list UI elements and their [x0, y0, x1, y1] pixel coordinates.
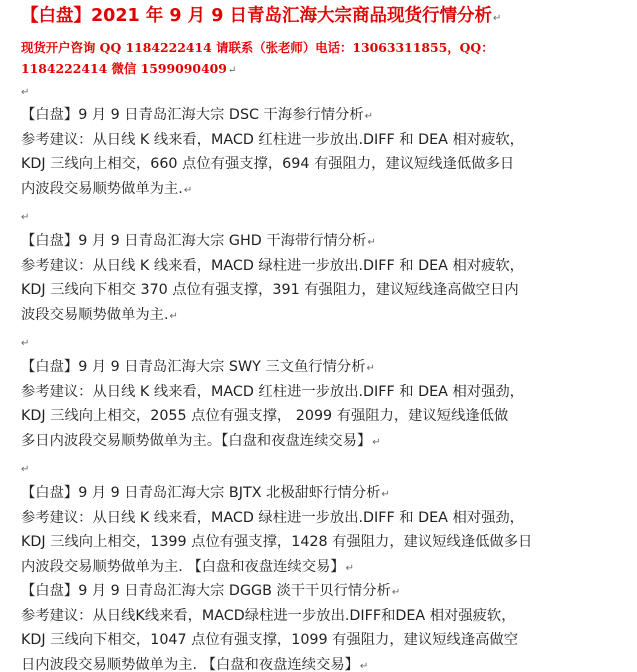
heading-text: 9 月 9 日青岛汇海大宗 SWY 三文鱼行情分析 [78, 359, 366, 375]
body-line: 参考建议：从日线 K 线来看，MACD 绿柱进一步放出.DIFF 和 DEA 相对强劲， [21, 509, 524, 526]
body-line: KDJ 三线向下相交 370 点位有强支撑，391 有强阻力，建议短线逢高做空日内 [21, 282, 519, 298]
paragraph-mark-icon: ↵ [367, 237, 376, 248]
contact-info [21, 37, 621, 81]
heading-text: 9 月 9 日青岛汇海大宗 GHD 干海带行情分析 [78, 233, 367, 249]
document-title [21, 4, 621, 31]
body-line: 波段交易顺势做单为主.↵ [21, 306, 178, 323]
body-line: 内波段交易顺势做单为主. 【白盘和夜盘连续交易】↵ [21, 558, 355, 575]
body-line: 多日内波段交易顺势做单为主。【白盘和夜盘连续交易】↵ [21, 432, 381, 449]
blank-paragraph-mark-icon: ↵ [21, 212, 30, 223]
heading-prefix: 【白盘】 [21, 233, 79, 249]
section-heading [21, 103, 627, 128]
paragraph-mark-icon: ↵ [359, 660, 369, 672]
analysis-section-ghd [21, 229, 627, 327]
body-line: 参考建议：从日线 K 线来看，MACD 绿柱进一步放出.DIFF 和 DEA 相对疲软， [21, 257, 524, 274]
body-line: 日内波段交易顺势做单为主. 【白盘和夜盘连续交易】↵ [21, 656, 369, 672]
blank-paragraph-mark-icon: ↵ [21, 338, 30, 349]
blank-paragraph-mark-icon: ↵ [21, 87, 30, 98]
section-heading [21, 229, 627, 254]
contact-line-2: 1184222414 微信 1599090409 [21, 61, 227, 76]
body-line: KDJ 三线向上相交，660 点位有强支撑，694 有强阻力，建议短线逢低做多日 [21, 156, 515, 172]
heading-prefix: 【白盘】 [21, 359, 79, 375]
body-line: KDJ 三线向下相交，1047 点位有强支撑，1099 有强阻力，建议短线逢高做空 [21, 632, 519, 648]
body-line: KDJ 三线向上相交，2055 点位有强支撑， 2099 有强阻力，建议短线逢低做 [21, 408, 509, 424]
section-heading [21, 481, 627, 506]
paragraph-mark-icon: ↵ [366, 363, 375, 374]
heading-text: 9 月 9 日青岛汇海大宗 DSC 干海参行情分析 [78, 107, 364, 123]
paragraph-mark-icon: ↵ [493, 13, 502, 24]
paragraph-mark-icon: ↵ [345, 562, 355, 574]
body-line: 内波段交易顺势做单为主.↵ [21, 180, 193, 197]
paragraph-mark-icon: ↵ [391, 587, 401, 598]
heading-prefix: 【白盘】 [21, 107, 79, 123]
paragraph-mark-icon: ↵ [227, 65, 237, 76]
heading-text: 9 月 9 日青岛汇海大宗 BJTX 北极甜虾行情分析 [78, 485, 381, 501]
analysis-section-bjtx [21, 481, 627, 579]
body-line: 参考建议：从日线K线来看，MACD绿柱进一步放出.DIFF和DEA 相对强疲软， [21, 607, 516, 624]
contact-line-1: 现货开户咨询 QQ 1184222414 请联系（张老师）电话：13063311855，QQ： [21, 40, 494, 55]
body-line: 参考建议：从日线 K 线来看，MACD 红柱进一步放出.DIFF 和 DEA 相对强劲， [21, 383, 524, 400]
section-heading [21, 355, 627, 380]
analysis-section-dggb [21, 579, 627, 672]
paragraph-mark-icon: ↵ [381, 489, 390, 500]
analysis-section-dsc [21, 103, 627, 201]
paragraph-mark-icon: ↵ [169, 310, 178, 322]
paragraph-mark-icon: ↵ [364, 111, 374, 122]
blank-paragraph-mark-icon: ↵ [21, 464, 30, 475]
body-line: 参考建议：从日线 K 线来看，MACD 红柱进一步放出.DIFF 和 DEA 相对疲软， [21, 131, 524, 148]
analysis-section-swy [21, 355, 627, 453]
paragraph-mark-icon: ↵ [372, 436, 381, 448]
section-heading [21, 579, 627, 604]
paragraph-mark-icon: ↵ [183, 184, 193, 196]
body-line: KDJ 三线向上相交，1399 点位有强支撑，1428 有强阻力，建议短线逢低做多日 [21, 534, 533, 550]
heading-prefix: 【白盘】 [21, 583, 79, 599]
heading-prefix: 【白盘】 [21, 485, 79, 501]
heading-text: 9 月 9 日青岛汇海大宗 DGGB 淡干干贝行情分析 [78, 583, 391, 599]
title-text: 【白盘】2021 年 9 月 9 日青岛汇海大宗商品现货行情分析 [21, 6, 493, 26]
